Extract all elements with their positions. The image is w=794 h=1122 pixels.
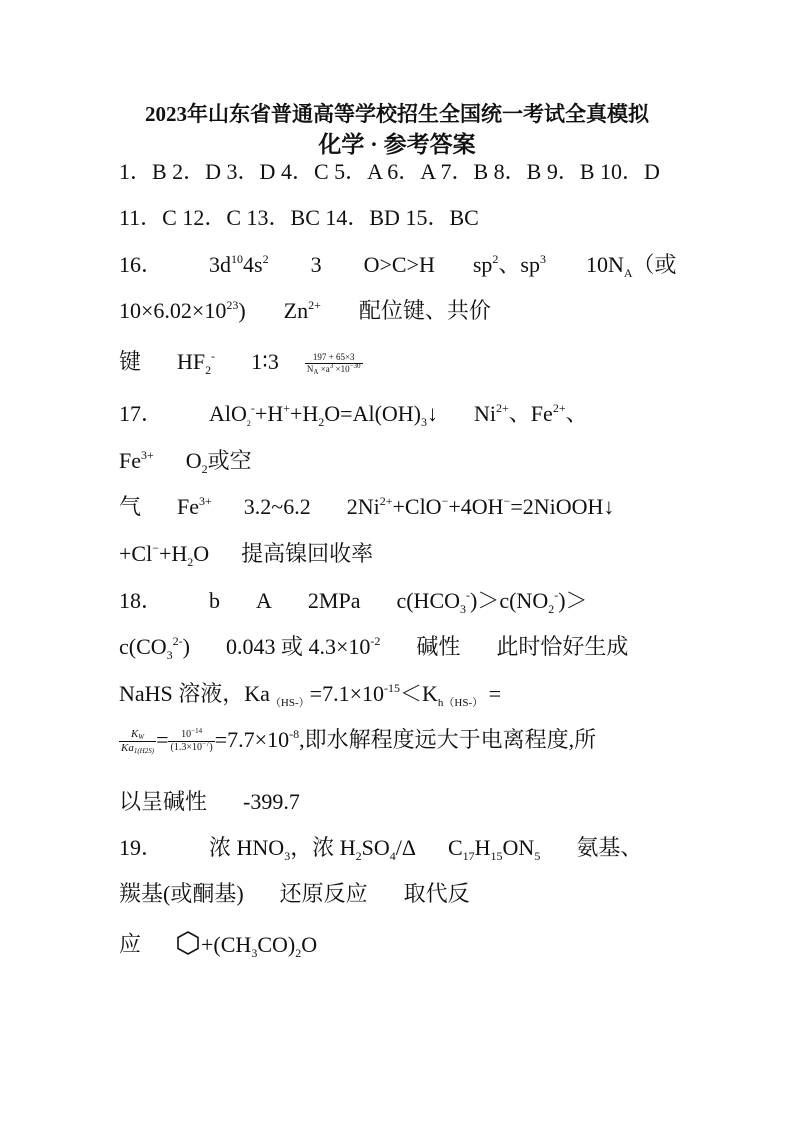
q18-value: 0.043 或 $4.3\times 10^{-2}$ [225,634,381,659]
q19-line-3 [119,930,317,963]
q16-hybridization: $sp^2$、$sp^3$ [472,252,546,277]
q18-line-5 [119,788,300,816]
q18-line-2 [119,633,628,661]
q17-fe-ion: $Fe^{3+}$ [177,494,212,519]
q19-line-1 [119,834,642,862]
page-title: 2023年山东省普通高等学校招生全国统一考试全真模拟 [145,102,649,126]
q16-density-fraction: $\frac{197 + 65\times 3}{N_A \times a^3 \times 10^{-30}}$ [306,352,361,377]
page-subtitle: 化学 · 参考答案 [318,132,476,157]
q16-config: $3d^{10}4s^2$ [209,252,269,277]
q18-line-1 [119,587,588,615]
q18-pressure: 2MPa [307,588,361,613]
q17-line-3 [119,493,614,521]
q18-nature: 碱性 [416,634,461,659]
mc-answers-line-1: 1．B 2．D 3．D 4．C 5．A 6．A 7．B 8．B 9．B 10．D [119,159,660,184]
q19-reaction-type-2: 取代反 [403,881,470,906]
q17-reaction-end: $+Cl^-+H_2O$ [119,541,210,569]
q18-concentration-order: $c(HCO_3^-)>c(NO_2^-)>$ [396,588,588,616]
q19-groups-end: 羰基(或酮基) [119,881,244,906]
q17-oxidant: $O_2$或空 [185,448,252,476]
q16-line-1 [119,251,677,279]
q16-bond-type-end: 键 [119,349,142,374]
q18-conclusion: 以呈碱性 [119,789,208,814]
q18-answer-b: A [256,588,272,613]
q19-number: 19． [119,835,164,860]
q18-result: $=7.7\times 10^{-8}$,即水解程度远大于电离程度,所 [214,727,597,752]
q16-count: 3 [310,252,322,277]
q17-ph-range: 3.2~6.2 [243,494,311,519]
q16-number: 16． [119,252,164,277]
q18-carbonate: $c(CO_3^{2-})$ [119,634,190,662]
q17-line-4 [119,540,373,568]
q17-equation: $AlO_2^-+H^++H_2O=Al(OH)_3↓$ [209,401,439,429]
q17-ions: $Ni^{2+}$、$Fe^{2+}$、 [474,401,588,426]
q18-reason-start: 此时恰好生成 [496,634,629,659]
q19-reagent: 浓 $HNO_3$，浓 $H_2SO_4/\Delta$ [209,835,416,863]
q19-reaction-type-1: 还原反应 [279,881,368,906]
q18-line-4 [119,726,596,754]
q16-order: O>C>H [363,252,435,277]
q18-reason: NaHS 溶液，$Ka_{(HS-)}=7.1\times 10^{-15}<K_{h(HS-)}$ = [119,681,502,709]
q17-ion-fe3: $Fe^{3+}$ [119,448,154,473]
q16-line-2 [119,297,491,325]
q18-equals: = [156,727,169,752]
q18-value-fraction: $\frac{10^{-14}}{(1.3\times 10^{-7})}$ [170,727,213,754]
q17-reaction: $2Ni^{2+}+ClO^-+4OH^-=2NiOOH↓$ [346,494,615,519]
q16-ion: $Zn^{2+}$ [283,298,321,323]
mc-answers-line-2: 11．C 12．C 13．BC 14．BD 15．BC [119,205,479,230]
q19-line-2 [119,880,470,908]
q19-groups: 氨基、 [576,835,643,860]
q18-number: 18． [119,588,164,613]
q16-line-3 [119,348,363,376]
q16-bond-type: 配位键、共价 [358,298,491,323]
q19-reactant: $+(CH_3CO)_2O$ [201,931,318,960]
q16-hf-ion: $HF_2^-$ [177,349,216,377]
q19-formula: $C_{17}H_{15}ON_5$ [447,835,541,863]
q16-sigma-count-alt: $10\times 6.02\times 10^{23}$) [119,298,246,323]
q17-purpose: 提高镍回收率 [241,541,374,566]
q17-line-2 [119,447,252,475]
q17-line-1 [119,400,588,428]
q18-kw-fraction: $\frac{K_W}{Ka_{1(H2S)}}$ [121,728,155,756]
q18-answer-a: b [209,588,221,613]
q18-line-3 [119,680,501,708]
q16-sigma-count: $10N_A$（或 [585,252,677,280]
q17-number: 17． [119,401,164,426]
benzene-ring-icon [175,930,201,963]
q18-enthalpy: -399.7 [243,789,300,814]
q17-oxidant-end: 气 [119,494,142,519]
q19-reaction-type-2-end: 应 [119,931,142,957]
q16-ratio: 1∶3 [251,349,279,374]
